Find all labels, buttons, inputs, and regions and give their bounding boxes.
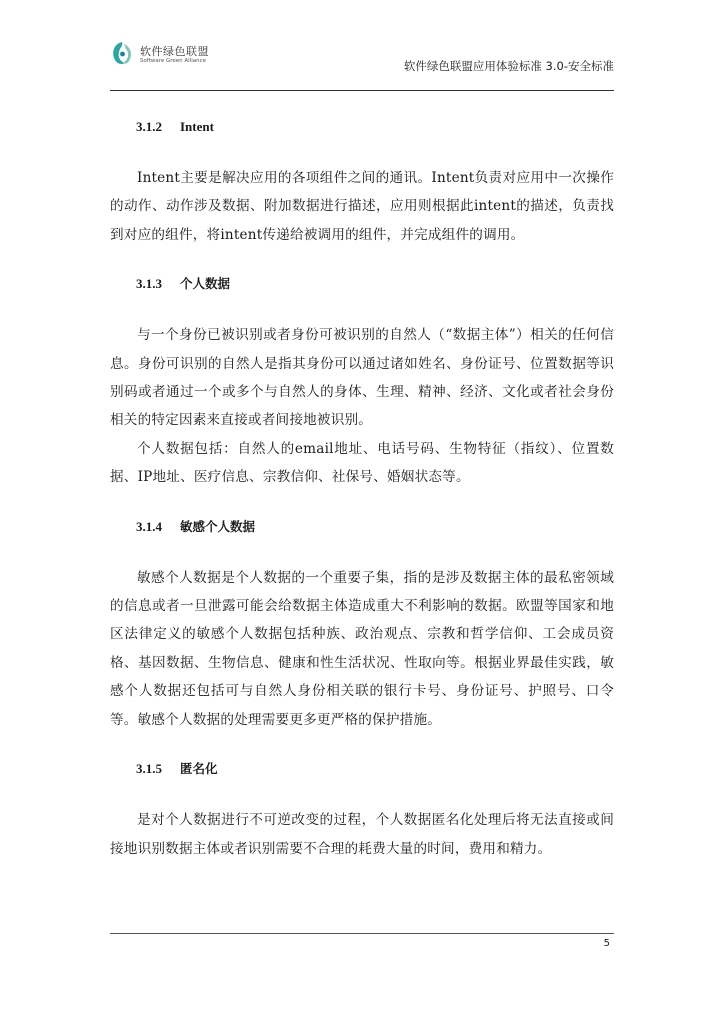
paragraph: 与一个身份已被识别或者身份可被识别的自然人（“数据主体”）相关的任何信息。身份可识别的自然人是指其身份可以通过诸如姓名、身份证号、位置数据等识别码或者通过一个或多个与自然人的身体、生理、精神、经济、文化或者社会身份相关的特定因素来直接或者间接地被识别。 (110, 327, 614, 429)
section-intent (110, 116, 614, 249)
section-heading (110, 516, 614, 538)
alliance-logo (110, 36, 240, 76)
section-heading (110, 116, 614, 138)
paragraph: 敏感个人数据是个人数据的一个重要子集，指的是涉及数据主体的最私密领域的信息或者一旦泄露可能会给数据主体造成重大不利影响的数据。欧盟等国家和地区法律定义的敏感个人数据包括种族、政治观点、宗教和哲学信仰、工会成员资格、基因数据、生物信息、健康和性生活状况、性取向等。根据业界最佳实践，敏感个人数据还包括可与自然人身份相关联的银行卡号、身份证号、护照号、口令等。敏感个人数据的处理需要更多更严格的保护措施。 (110, 569, 614, 728)
leaf-logo-icon (110, 40, 134, 66)
paragraph: 个人数据包括：自然人的email地址、电话号码、生物特征（指纹）、位置数据、IP地址、医疗信息、宗教信仰、社保号、婚姻状态等。 (110, 440, 614, 486)
section-title: 匿名化 (180, 761, 218, 777)
section-heading (110, 758, 614, 780)
paragraph: 是对个人数据进行不可逆改变的过程，个人数据匿名化处理后将无法直接或间接地识别数据主体或者识别需要不合理的耗费大量的时间，费用和精力。 (110, 812, 614, 857)
document-body (110, 116, 614, 863)
section-personal-data (110, 273, 614, 491)
document-title: 软件绿色联盟应用体验标准 3.0-安全标准 (403, 59, 614, 73)
page-header (110, 36, 614, 90)
logo-text-en: Software Green Alliance (140, 58, 207, 64)
section-title: 敏感个人数据 (180, 518, 256, 534)
section-title: 个人数据 (180, 276, 231, 292)
section-title: Intent (180, 119, 214, 134)
section-number: 3.1.4 (136, 518, 162, 534)
section-number: 3.1.5 (136, 761, 162, 777)
header-divider (110, 90, 614, 91)
section-number: 3.1.3 (136, 276, 162, 292)
footer-divider (110, 933, 614, 934)
section-anonymization (110, 758, 614, 863)
section-sensitive-personal-data (110, 516, 614, 734)
section-number: 3.1.2 (136, 119, 162, 134)
section-heading (110, 273, 614, 295)
logo-text-cn: 软件绿色联盟 (140, 45, 209, 58)
paragraph: Intent主要是解决应用的各项组件之间的通讯。Intent负责对应用中一次操作的动作、动作涉及数据、附加数据进行描述，应用则根据此intent的描述，负责找到对应的组件，将intent传递给被调用的组件，并完成组件的调用。 (110, 170, 614, 243)
page-number: 5 (603, 938, 610, 949)
